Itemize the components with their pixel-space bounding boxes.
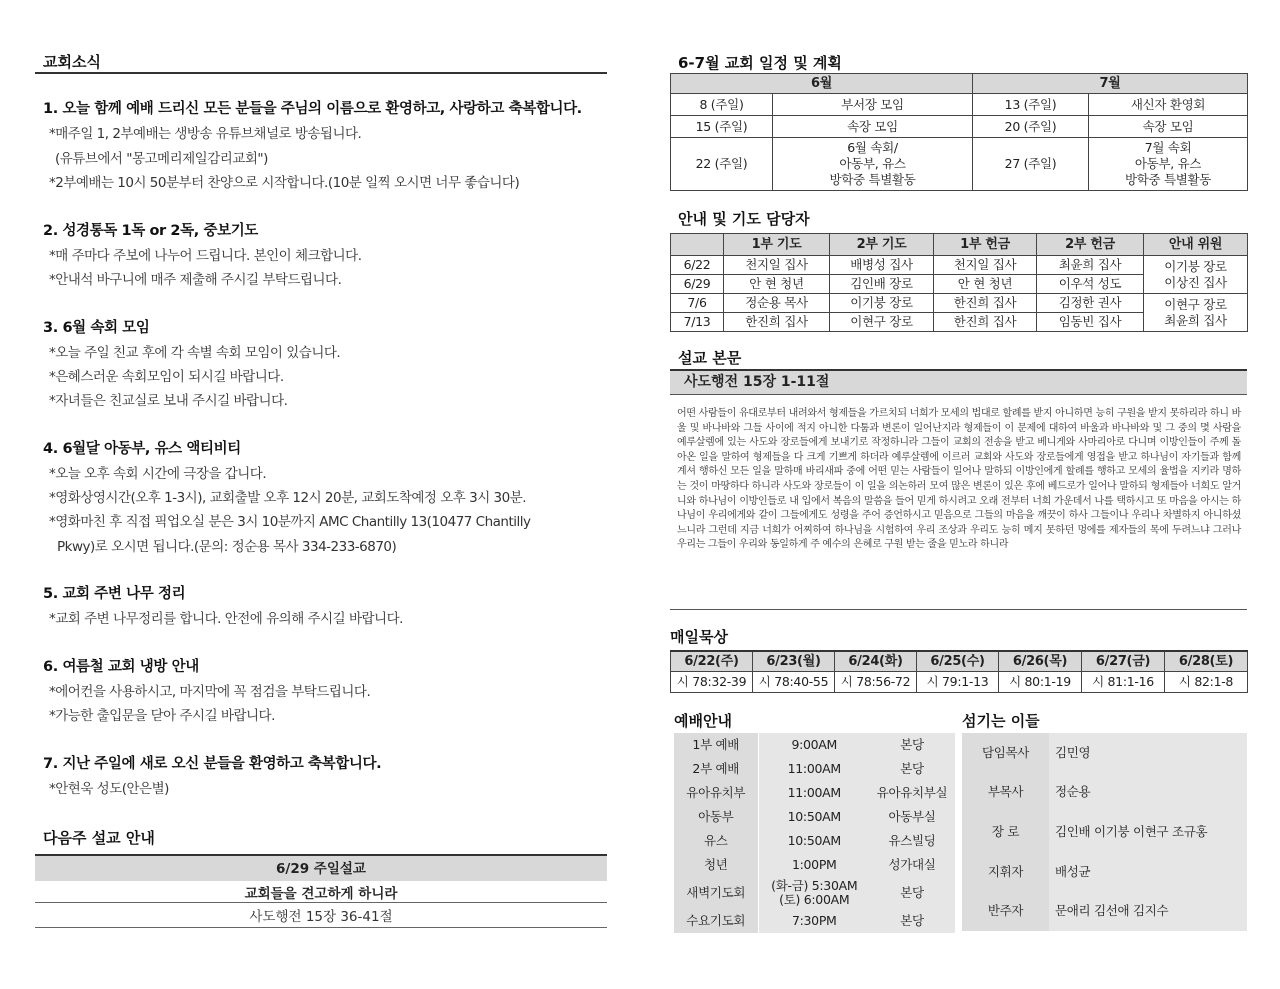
worship-place: 본당 [900, 737, 924, 752]
worship-time: 10:50AM [787, 809, 841, 824]
news-item-7-line: *안현욱 성도(안은별) [49, 781, 169, 797]
news-item-4-line: Pkwy)로 오시면 됩니다.(문의: 정순용 목사 334-233-6870) [57, 539, 397, 555]
worship-place: 유아유치부실 [876, 785, 948, 800]
worship-name: 유아유치부 [674, 781, 758, 805]
duty-cell: 이현구 장로 [830, 313, 934, 332]
daily-passage: 시 79:1-13 [917, 672, 999, 693]
table-row [962, 773, 1247, 813]
duty-guide-name: 이기붕 장로 [1164, 258, 1227, 274]
schedule-date: 8 (주일) [671, 94, 773, 116]
daily-passage: 시 78:40-55 [753, 672, 835, 693]
schedule-date: 13 (주일) [973, 94, 1089, 116]
news-item-6-line: *에어컨을 사용하시고, 마지막에 꼭 점검을 부탁드립니다. [49, 684, 371, 700]
worship-time: 10:50AM [787, 833, 841, 848]
schedule-event-line: 6월 속회/ [847, 140, 898, 155]
duty-header [671, 234, 724, 256]
server-role: 반주자 [962, 891, 1049, 931]
worship-name: 아동부 [674, 805, 758, 829]
duty-header: 2부 기도 [830, 234, 934, 256]
server-names: 배성균 [1055, 863, 1091, 879]
server-role: 담임목사 [962, 733, 1049, 773]
duty-cell: 천지일 집사 [934, 256, 1037, 275]
next-sermon-bottom-rule [35, 927, 607, 928]
schedule-event-line: 아동부, 유스 [1134, 156, 1202, 171]
duty-date: 7/6 [671, 294, 724, 313]
daily-day: 6/24(화) [835, 651, 917, 672]
duty-cell: 천지일 집사 [724, 256, 830, 275]
schedule-event-line: 방학중 특별활동 [1124, 172, 1212, 187]
worship-time: 11:00AM [787, 785, 841, 800]
duty-guide-name: 이현구 장로 [1164, 296, 1227, 312]
daily-day: 6/27(금) [1082, 651, 1165, 672]
news-title: 교회소식 [43, 53, 101, 71]
daily-passage: 시 82:1-8 [1165, 672, 1248, 693]
duty-date: 7/13 [671, 313, 724, 332]
next-sermon-name: 교회들을 견고하게 하니라 [244, 886, 398, 902]
worship-name: 새벽기도회 [674, 877, 758, 909]
daily-title: 매일묵상 [670, 628, 728, 646]
worship-place: 성가대실 [888, 857, 936, 872]
schedule-date: 27 (주일) [973, 138, 1089, 191]
schedule-month-june: 6월 [671, 74, 973, 94]
table-row [674, 853, 954, 877]
duty-date: 6/22 [671, 256, 724, 275]
daily-day: 6/25(수) [917, 651, 999, 672]
worship-place: 본당 [900, 885, 924, 900]
news-item-2-title: 2. 성경통독 1독 or 2독, 중보기도 [43, 223, 258, 239]
schedule-date: 20 (주일) [973, 116, 1089, 138]
news-item-4-line: *오늘 오후 속회 시간에 극장을 갑니다. [49, 466, 267, 482]
worship-place: 아동부실 [888, 809, 936, 824]
news-item-2-line: *안내석 바구니에 매주 제출해 주시길 부탁드립니다. [49, 272, 342, 288]
worship-name: 유스 [674, 829, 758, 853]
schedule-event: 부서장 모임 [773, 94, 973, 116]
news-item-1-line: (유튜브에서 "몽고메리제일감리교회") [55, 151, 268, 167]
schedule-date: 22 (주일) [671, 138, 773, 191]
table-row [671, 116, 1248, 138]
table-row [962, 812, 1247, 852]
server-names: 김인배 이기붕 이현구 조규홍 [1055, 823, 1208, 839]
daily-day: 6/22(주) [671, 651, 753, 672]
table-row [671, 294, 1248, 313]
sermon-text-box [670, 395, 1247, 610]
news-item-4-line: *영화마친 후 직접 픽업오실 분은 3시 10분까지 AMC Chantilly 13(10477 Chantilly [49, 514, 531, 530]
daily-day: 6/23(월) [753, 651, 835, 672]
table-row [671, 672, 1248, 693]
duty-cell: 임동빈 집사 [1037, 313, 1144, 332]
news-divider [35, 72, 607, 74]
news-item-6-line: *가능한 출입문을 닫아 주시길 바랍니다. [49, 708, 275, 724]
duty-table [670, 233, 1248, 332]
table-row [674, 909, 954, 933]
schedule-event [773, 138, 973, 191]
server-names: 문애리 김선애 김지수 [1055, 903, 1169, 919]
duty-header: 2부 헌금 [1037, 234, 1144, 256]
duty-guide-name: 이상진 집사 [1164, 274, 1227, 290]
worship-name: 1부 예배 [674, 733, 758, 757]
duty-date: 6/29 [671, 275, 724, 294]
daily-passage: 시 78:32-39 [671, 672, 753, 693]
news-item-1-line: *2부예배는 10시 50분부터 찬양으로 시작합니다.(10분 일찍 오시면 너무 좋습니다) [49, 175, 520, 191]
worship-time: 1:00PM [791, 857, 837, 872]
news-item-4-line: *영화상영시간(오후 1-3시), 교회출발 오후 12시 20분, 교회도착예정 오후 3시 30분. [49, 490, 527, 506]
duty-cell: 이우석 성도 [1037, 275, 1144, 294]
schedule-event: 속장 모임 [773, 116, 973, 138]
schedule-date: 15 (주일) [671, 116, 773, 138]
worship-title: 예배안내 [674, 712, 732, 730]
schedule-event-line: 아동부, 유스 [839, 156, 906, 171]
table-row [962, 733, 1247, 773]
worship-place: 본당 [900, 761, 924, 776]
news-item-3-title: 3. 6월 속회 모임 [43, 320, 150, 336]
schedule-table [670, 73, 1248, 191]
news-item-3-line: *은혜스러운 속회모임이 되시길 바랍니다. [49, 369, 284, 385]
schedule-event [1089, 138, 1248, 191]
schedule-event-line: 7월 속회 [1144, 140, 1192, 155]
news-item-5-line: *교회 주변 나무정리를 합니다. 안전에 유의해 주시길 바랍니다. [49, 611, 403, 627]
sermon-reference: 사도행전 15장 1-11절 [684, 374, 830, 390]
next-sermon-reference: 사도행전 15장 36-41절 [249, 909, 393, 925]
sermon-reference-bar [670, 369, 1247, 395]
table-row [962, 852, 1247, 892]
table-row [674, 757, 954, 781]
table-row [962, 891, 1247, 931]
duty-cell: 한진희 집사 [934, 313, 1037, 332]
duty-cell: 한진희 집사 [934, 294, 1037, 313]
table-row [674, 829, 954, 853]
duty-cell: 김정한 권사 [1037, 294, 1144, 313]
duty-cell: 안 현 청년 [934, 275, 1037, 294]
duty-cell: 이기붕 장로 [830, 294, 934, 313]
server-names: 김민영 [1055, 744, 1091, 760]
duty-header: 안내 위원 [1144, 234, 1248, 256]
server-role: 부목사 [962, 773, 1049, 813]
duty-cell: 김인배 장로 [830, 275, 934, 294]
duty-guide-name: 최윤희 집사 [1164, 312, 1227, 328]
servers-table [962, 733, 1247, 931]
duty-cell: 안 현 청년 [724, 275, 830, 294]
duty-header: 1부 기도 [724, 234, 830, 256]
worship-table [674, 733, 955, 933]
worship-name: 2부 예배 [674, 757, 758, 781]
duty-guide [1144, 294, 1248, 332]
schedule-month-july: 7월 [973, 74, 1248, 94]
worship-name: 청년 [674, 853, 758, 877]
worship-time: 9:00AM [791, 737, 838, 752]
worship-time [758, 877, 870, 909]
duty-cell: 한진희 집사 [724, 313, 830, 332]
server-role: 지휘자 [962, 852, 1049, 892]
duty-guide [1144, 256, 1248, 294]
table-row [674, 877, 954, 909]
table-row [671, 256, 1248, 275]
news-item-1-line: *매주일 1, 2부예배는 생방송 유튜브채널로 방송됩니다. [49, 126, 362, 142]
news-item-3-line: *오늘 주일 친교 후에 각 속별 속회 모임이 있습니다. [49, 345, 341, 361]
server-names: 정순용 [1055, 784, 1091, 800]
schedule-event: 새신자 환영회 [1089, 94, 1248, 116]
worship-place: 본당 [900, 913, 924, 928]
table-row [674, 733, 954, 757]
next-sermon-divider [35, 902, 607, 903]
sermon-text: 어떤 사람들이 유대로부터 내려와서 형제들을 가르치되 너희가 모세의 법대로 할례를 받지 아니하면 능히 구원을 받지 못하리라 하니 바울 및 바나바와 그들 사이에 적지 아니한 다툼과 변론이 일어난지라 형제들이 이 문제에 대하여 바울과 바나바와 및 그 중의 몇 사람을 예루살렘에 있는 사도와 장로들에게 보내기로 작정하니라 그들이 교회의 전송을 받고 베니게와 사마리아로 다니며 이방인들이 주께 돌아온 일을 말하여 형제들을 다 크게 기쁘게 하더라 예루살렘에 이르러 교회와 사도와 장로들에게 영접을 받고 하나님이 자기들과 함께 계셔 행하신 모든 일을 말하매 바리새파 중에 어떤 믿는 사람들이 일어나 말하되 이방인에게 할례를 행하고 모세의 율법을 지키라 명하는 것이 마땅하다 하니라 사도와 장로들이 이 일을 의논하러 모여 많은 변론이 있은 후에 베드로가 일어나 말하되 형제들아 너희도 알거니와 하나님이 이방인들로 내 입에서 복음의 말씀을 들어 믿게 하시려고 오래 전부터 너희 가운데서 나를 택하시고 또 마음을 아시는 하나님이 우리에게와 같이 그들에게도 성령을 주어 증언하시고 믿음으로 그들의 마음을 깨끗이 하사 그들이나 우리나 차별하지 아니하셨느니라 그런데 지금 너희가 어찌하여 하나님을 시험하여 우리 조상과 우리도 능히 메지 못하던 멍에를 제자들의 목에 두려느냐 그러나 우리는 그들이 우리와 동일하게 주 예수의 은혜로 구원 받는 줄을 믿노라 하니라 [677, 408, 1241, 551]
next-sermon-header: 6/29 주일설교 [35, 854, 607, 881]
duty-cell: 정순용 목사 [724, 294, 830, 313]
duty-title: 안내 및 기도 담당자 [678, 210, 810, 228]
table-row [671, 94, 1248, 116]
server-role: 장 로 [962, 812, 1049, 852]
worship-time-line: (토) 6:00AM [779, 892, 850, 907]
news-item-3-line: *자녀들은 친교실로 보내 주시길 바랍니다. [49, 393, 288, 409]
daily-day: 6/28(토) [1165, 651, 1248, 672]
worship-name: 수요기도회 [674, 909, 758, 933]
table-row [671, 138, 1248, 191]
news-item-6-title: 6. 여름철 교회 냉방 안내 [43, 659, 199, 675]
schedule-title: 6-7월 교회 일정 및 계획 [678, 54, 842, 72]
schedule-event-line: 방학중 특별활동 [829, 172, 916, 187]
daily-passage: 시 78:56-72 [835, 672, 917, 693]
news-item-1-title: 1. 오늘 함께 예배 드리신 모든 분들을 주님의 이름으로 환영하고, 사랑하고 축복합니다. [43, 101, 582, 117]
servers-title: 섬기는 이들 [962, 712, 1040, 730]
worship-time-line: (화-금) 5:30AM [771, 878, 858, 893]
worship-place: 유스빌딩 [888, 833, 936, 848]
worship-time: 7:30PM [791, 913, 837, 928]
sermon-title: 설교 본문 [678, 349, 742, 367]
schedule-event: 속장 모임 [1089, 116, 1248, 138]
news-item-4-title: 4. 6월달 아동부, 유스 액티비티 [43, 441, 241, 457]
table-row [674, 805, 954, 829]
duty-cell: 배병성 집사 [830, 256, 934, 275]
news-item-7-title: 7. 지난 주일에 새로 오신 분들을 환영하고 축복합니다. [43, 756, 382, 772]
daily-passage: 시 80:1-19 [999, 672, 1082, 693]
duty-header: 1부 헌금 [934, 234, 1037, 256]
news-item-5-title: 5. 교회 주변 나무 정리 [43, 586, 186, 602]
duty-cell: 최윤희 집사 [1037, 256, 1144, 275]
next-sermon-title: 다음주 설교 안내 [43, 829, 155, 847]
daily-devotion-table [670, 650, 1248, 693]
daily-day: 6/26(목) [999, 651, 1082, 672]
table-row [674, 781, 954, 805]
worship-time: 11:00AM [787, 761, 841, 776]
news-item-2-line: *매 주마다 주보에 나누어 드립니다. 본인이 체크합니다. [49, 248, 362, 264]
daily-passage: 시 81:1-16 [1082, 672, 1165, 693]
